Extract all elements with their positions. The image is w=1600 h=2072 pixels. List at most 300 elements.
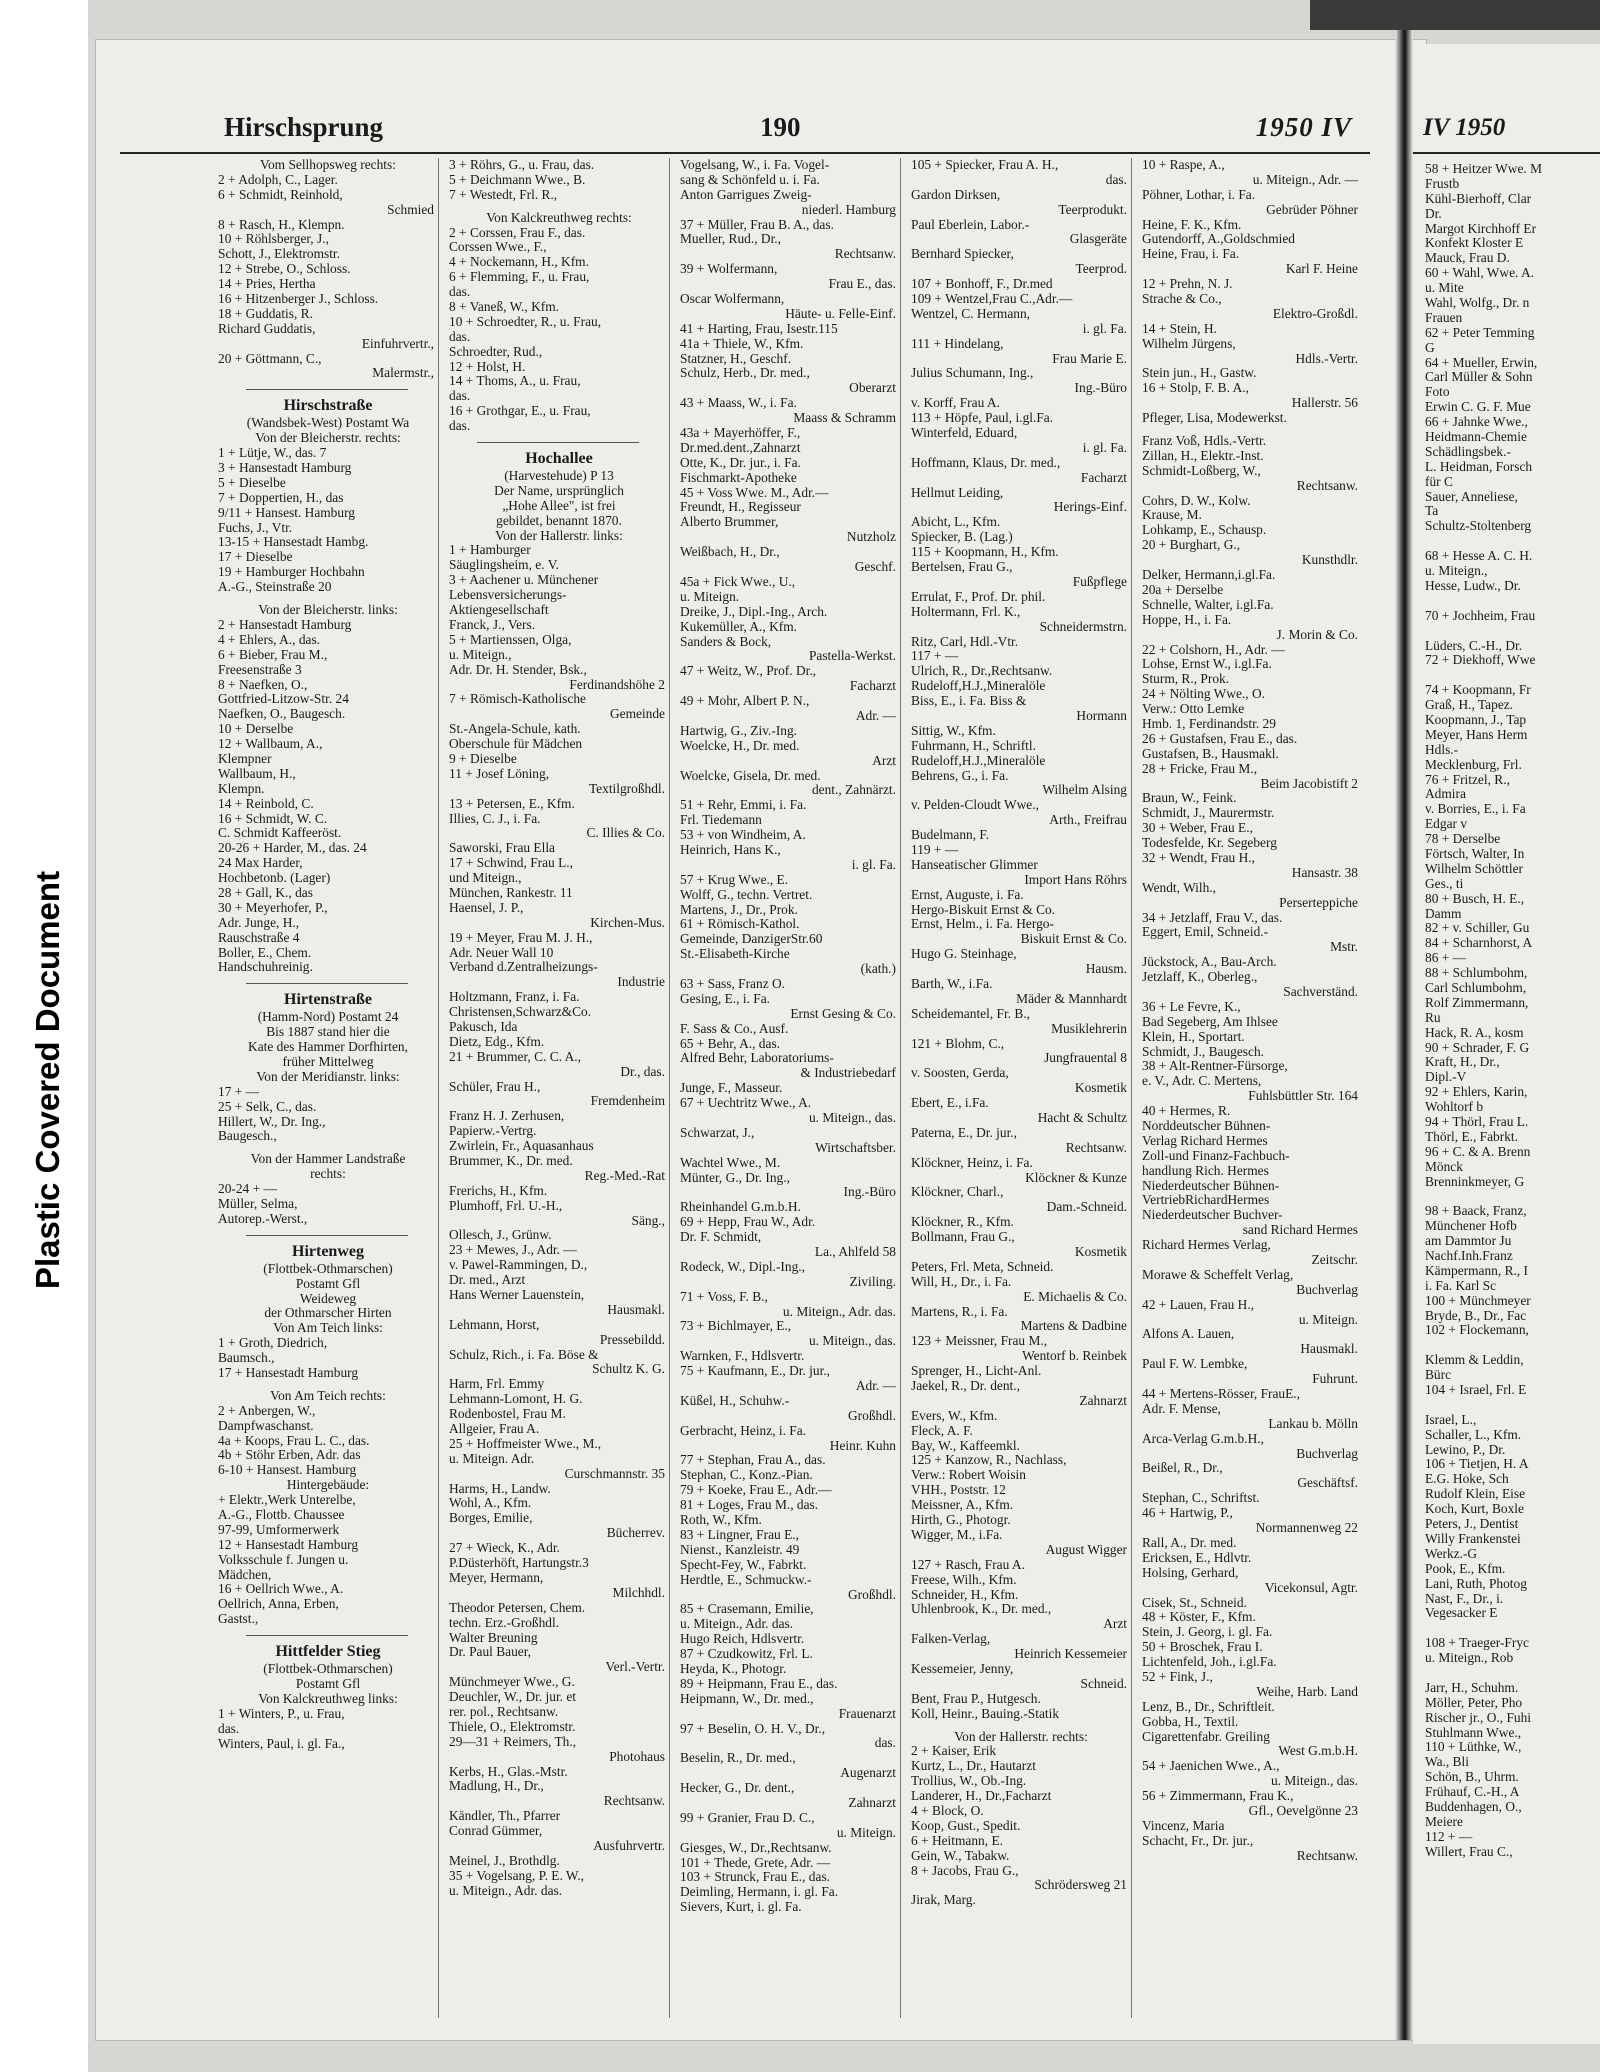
entry-line: Heidmann-Chemie <box>1425 430 1527 445</box>
entry-line: 106 + Tietjen, H. A <box>1425 1457 1529 1472</box>
entry-line: Pressebildd. <box>599 1332 665 1347</box>
entry-line: 1 + Lütje, W., das. 7 <box>218 446 327 461</box>
entry-line: Lankau b. Mölln <box>1268 1416 1358 1431</box>
entry-line: Stuhlmann Wwe., <box>1425 1725 1522 1740</box>
entry-line: Borges, Emilie, <box>449 1511 533 1526</box>
entry-line: 43 + Maass, W., i. Fa. <box>680 396 797 411</box>
entry-line: 1 + Hamburger <box>449 543 531 558</box>
entry-line: Sievers, Kurt, i. gl. Fa. <box>680 1900 802 1915</box>
entry-line: 17 + Dieselbe <box>218 550 293 565</box>
section-divider <box>246 975 408 984</box>
entry-line: 127 + Rasch, Frau A. <box>911 1557 1025 1572</box>
section-divider <box>477 434 639 443</box>
spacer <box>1140 426 1362 434</box>
entry-line: 48 + Köster, F., Kfm. <box>1142 1610 1256 1625</box>
entry-line: 64 + Mueller, Erwin, <box>1425 355 1538 370</box>
entry-line: 19 + Meyer, Frau M. J. H., <box>449 930 593 945</box>
entry-line: 104 + Israel, Frl. E <box>1425 1383 1527 1398</box>
entry-line: u. Mite <box>1425 281 1464 296</box>
entry-line: Norddeutscher Bühnen- <box>1142 1119 1271 1133</box>
entry-line: Rudeloff,H.J.,Mineralöle <box>911 679 1046 694</box>
entry-line: 5 + Deichmann Wwe., B. <box>449 172 586 187</box>
entry-line: Münchmeyer Wwe., G. <box>449 1675 575 1690</box>
spacer <box>216 1144 438 1152</box>
entry-line: Karl F. Heine <box>1285 262 1358 277</box>
entry-line: Dam.-Schneid. <box>1046 1200 1127 1215</box>
entry-line: Frau Marie E. <box>1052 351 1127 366</box>
plastic-covered-document-label: Plastic Covered Document <box>29 870 66 1290</box>
entry-line: Schroedter, Rud., <box>449 344 543 359</box>
entry-line: 121 + Blohm, C., <box>911 1036 1005 1051</box>
entry-line: 113 + Höpfe, Paul, i.gl.Fa. <box>911 411 1054 426</box>
entry-line: Klöckner, R., Kfm. <box>911 1215 1014 1230</box>
entry-line: Dr. Paul Bauer, <box>449 1645 532 1660</box>
entry-line: Wigger, M., i.Fa. <box>911 1527 1003 1542</box>
entry-line: Arzt <box>1103 1617 1127 1632</box>
entry-line: Foto <box>1425 385 1450 400</box>
entry-line: Ericksen, E., Hdlvtr. <box>1142 1550 1252 1565</box>
entry-line: 26 + Gustafsen, Frau E., das. <box>1142 731 1298 746</box>
entry-line: Wendt, Wilh., <box>1142 880 1217 895</box>
entry-line: Pook, E., Kfm. <box>1425 1561 1506 1576</box>
entry-line: 80 + Busch, H. E., <box>1425 891 1525 906</box>
entry-line: Ernst Gesing & Co. <box>790 1006 896 1021</box>
entry-line: 4a + Koops, Frau L. C., das. <box>218 1433 370 1448</box>
directory-column-5 <box>1140 158 1362 2018</box>
entry-line: 11 + Josef Löning, <box>449 766 550 781</box>
entry-line: Frauenarzt <box>838 1706 896 1721</box>
entry-line: Wolff, G., techn. Vertret. <box>680 887 813 902</box>
entry-line: Roth, W., Kfm. <box>680 1513 762 1528</box>
entry-line: 6 + Heitmann, E. <box>911 1833 1003 1848</box>
entry-line: Zoll-und Finanz-Fachbuch- <box>1142 1148 1290 1163</box>
entry-line: Ritz, Carl, Hdl.-Vtr. <box>911 634 1019 649</box>
spacer <box>1423 594 1600 609</box>
section-note: Von der Meridianstr. links: <box>256 1069 400 1084</box>
entry-line: Nutzholz <box>846 530 896 545</box>
entry-line: Bernhard Spiecker, <box>911 247 1014 262</box>
entry-line: 40 + Hermes, R. <box>1142 1104 1231 1119</box>
entry-line: u. Miteign. <box>1298 1312 1358 1327</box>
entry-line: 56 + Zimmermann, Frau K., <box>1142 1789 1294 1804</box>
entry-line: i. gl. Fa. <box>1082 321 1127 336</box>
entry-line: Adr. Junge, H., <box>218 915 300 930</box>
section-note: der Othmarscher Hirten <box>264 1306 392 1321</box>
entry-line: 5 + Martienssen, Olga, <box>449 632 572 647</box>
entry-line: Hecker, G., Dr. dent., <box>680 1781 795 1796</box>
entry-line: Kändler, Th., Pfarrer <box>449 1809 561 1824</box>
entry-line: Aktiengesellschaft <box>449 603 549 618</box>
entry-line: Kosmetik <box>1074 1245 1127 1260</box>
entry-line: Hoppe, H., i. Fa. <box>1142 612 1232 627</box>
entry-line: 1 + Groth, Diedrich, <box>218 1336 328 1351</box>
entry-line: G <box>1425 340 1435 355</box>
entry-line: Bürc <box>1425 1368 1452 1383</box>
entry-line: i. gl. Fa. <box>851 857 896 872</box>
entry-line: 117 + — <box>911 649 959 664</box>
entry-line: 90 + Schrader, F. G <box>1425 1040 1530 1055</box>
entry-line: Teerprod. <box>1075 262 1127 277</box>
entry-line: Lewino, P., Dr. <box>1425 1442 1506 1457</box>
entry-line: Will, H., Dr., i. Fa. <box>911 1274 1012 1289</box>
entry-line: Theodor Petersen, Chem. <box>449 1600 586 1615</box>
entry-line: Carl Schlumbohm, <box>1425 980 1527 995</box>
entry-line: Milchhdl. <box>612 1585 665 1600</box>
entry-line: Pöhner, Lothar, i. Fa. <box>1142 187 1256 202</box>
entry-line: u. Miteign., Rob <box>1425 1651 1514 1666</box>
entry-line: Mäder & Mannhardt <box>1016 991 1127 1006</box>
entry-line: Woelcke, H., Dr. med. <box>680 738 800 753</box>
entry-line: Thiele, O., Elektromstr. <box>449 1719 576 1734</box>
entry-line: Hugo G. Steinhage, <box>911 947 1017 962</box>
entry-line: Plumhoff, Frl. U.-H., <box>449 1198 563 1213</box>
spacer <box>447 203 669 211</box>
section-note: Bis 1887 stand hier die <box>266 1025 390 1040</box>
entry-line: Wentorf b. Reinbek <box>1022 1349 1127 1364</box>
entry-line: Frustb <box>1425 176 1460 191</box>
section-note: (Hamm-Nord) Postamt 24 <box>257 1010 399 1025</box>
entry-line: Ing.-Büro <box>843 1185 896 1200</box>
entry-line: niederl. Hamburg <box>801 202 896 217</box>
entry-line: Förtsch, Walter, In <box>1425 846 1525 861</box>
entry-line: Cisek, St., Schneid. <box>1142 1595 1247 1610</box>
entry-line: Wohltorf b <box>1425 1100 1484 1115</box>
section-note: (Flottbek-Othmarschen) <box>263 1261 393 1276</box>
section-note: rechts: <box>310 1167 346 1182</box>
entry-line: Frühauf, C.-H., A <box>1425 1785 1520 1800</box>
entry-line: Barth, W., i.Fa. <box>911 976 993 991</box>
entry-line: Klöckner, Charl., <box>911 1185 1004 1200</box>
entry-line: Curschmannstr. 35 <box>564 1466 665 1481</box>
entry-line: & Industriebedarf <box>800 1066 896 1081</box>
entry-line: Hausm. <box>1085 962 1127 977</box>
entry-line: dent., Zahnärzt. <box>811 783 896 798</box>
entry-line: 5 + Dieselbe <box>218 475 286 490</box>
entry-line: Rodeck, W., Dipl.-Ing., <box>680 1259 805 1274</box>
entry-line: 24 Max Harder, <box>218 856 303 871</box>
book-spine <box>1395 30 1413 2040</box>
entry-line: u. Miteign., das. <box>1270 1774 1358 1789</box>
entry-line: 97-99, Umformerwerk <box>218 1522 340 1537</box>
entry-line: Landerer, H., Dr.,Facharzt <box>911 1789 1052 1804</box>
entry-line: Sittig, W., Kfm. <box>911 723 996 738</box>
entry-line: Kessemeier, Jenny, <box>911 1661 1014 1676</box>
entry-line: Sachverständ. <box>1283 984 1358 999</box>
entry-line: Zillan, H., Elektr.-Inst. <box>1142 448 1264 463</box>
entry-line: 14 + Thoms, A., u. Frau, <box>449 374 581 389</box>
entry-line: Beim Jacobistift 2 <box>1260 776 1358 791</box>
entry-line: Lüders, C.-H., Dr. <box>1425 638 1523 653</box>
entry-line: 77 + Stephan, Frau A., das. <box>680 1453 826 1468</box>
entry-line: Pfleger, Lisa, Modewerkst. <box>1142 411 1287 426</box>
entry-line: Deuchler, W., Dr. jur. et <box>449 1690 577 1705</box>
spacer <box>909 1722 1131 1730</box>
entry-line: Hausmakl. <box>607 1302 665 1317</box>
entry-line: Haensel, J. P., <box>449 900 524 915</box>
entry-line: Konfekt Kloster E <box>1425 236 1524 251</box>
entry-line: Edgar v <box>1425 817 1468 832</box>
entry-line: Wachtel Wwe., M. <box>680 1155 781 1170</box>
entry-line: Großhdl. <box>848 1587 896 1602</box>
entry-line: 12 + Hansestadt Hamburg <box>218 1537 359 1552</box>
entry-line: Christensen,Schwarz&Co. <box>449 1005 592 1020</box>
entry-line: 60 + Wahl, Wwe. A. <box>1425 266 1534 281</box>
entry-line: 7 + Doppertien, H., das <box>218 490 344 505</box>
section-note: Hintergebäude: <box>286 1478 370 1493</box>
entry-line: u. Miteign. Adr. <box>449 1451 535 1466</box>
entry-line: Rheinhandel G.m.b.H. <box>680 1200 801 1215</box>
entry-line: Gesing, E., i. Fa. <box>680 991 771 1006</box>
entry-line: Hanseatischer Glimmer <box>911 857 1038 872</box>
spacer <box>1423 1338 1600 1353</box>
entry-line: 4 + Nockemann, H., Kfm. <box>449 255 589 270</box>
entry-line: i. gl. Fa. <box>1082 440 1127 455</box>
adjacent-page-header-rule <box>1413 152 1600 154</box>
entry-line: das. <box>449 285 471 300</box>
entry-line: Arzt <box>872 753 896 768</box>
entry-line: Rischer jr., O., Fuhi <box>1425 1710 1532 1725</box>
entry-line: Strache & Co., <box>1142 292 1222 307</box>
entry-line: 10 + Derselbe <box>218 722 294 737</box>
entry-line: Gardon Dirksen, <box>911 187 1001 202</box>
entry-line: Kirchen-Mus. <box>590 915 665 930</box>
entry-line: Beißel, R., Dr., <box>1142 1461 1223 1476</box>
entry-line: Alfred Behr, Laboratoriums- <box>680 1051 834 1066</box>
entry-line: Lehmann-Lomont, H. G. <box>449 1392 583 1407</box>
entry-line: Schmidt, J., Maurermstr. <box>1142 806 1275 821</box>
entry-line: Kurtz, L., Dr., Hautarzt <box>911 1759 1036 1774</box>
entry-line: 68 + Hesse A. C. H. <box>1425 549 1533 564</box>
entry-line: Ernst, Auguste, i. Fa. <box>911 887 1024 902</box>
entry-line: Kunsthdlr. <box>1301 553 1358 568</box>
entry-line: Freundt, H., Regisseur <box>680 500 801 515</box>
entry-line: u. Miteign., <box>1425 564 1488 579</box>
entry-line: Gemeinde, DanzigerStr.60 <box>680 932 823 947</box>
entry-line: 88 + Schlumbohm, <box>1425 966 1528 981</box>
spacer <box>1423 1666 1600 1681</box>
entry-line: L. Heidman, Forsch <box>1425 459 1533 474</box>
entry-line: Wallbaum, H., <box>218 766 296 781</box>
entry-line: Normannenweg 22 <box>1255 1521 1358 1536</box>
entry-line: 3 + Röhrs, G., u. Frau, das. <box>449 158 595 172</box>
entry-line: u. Miteign., Adr. das. <box>680 1617 794 1632</box>
entry-line: Adr. — <box>855 708 896 723</box>
entry-line: Facharzt <box>1080 470 1127 485</box>
entry-line: Saworski, Frau Ella <box>449 841 555 856</box>
entry-line: Vogelsang, W., i. Fa. Vogel- <box>680 158 830 172</box>
entry-line: Rall, A., Dr. med. <box>1142 1535 1237 1550</box>
entry-line: 38 + Alt-Rentner-Fürsorge, <box>1142 1059 1288 1074</box>
entry-line: Schultz K. G. <box>592 1362 665 1377</box>
entry-line: Holtzmann, Franz, i. Fa. <box>449 990 580 1005</box>
entry-line: Jückstock, A., Bau-Arch. <box>1142 955 1277 970</box>
entry-line: Carl Müller & Sohn <box>1425 370 1533 385</box>
running-head-year: 1950 IV <box>1255 112 1352 142</box>
street-heading: Hirtenstraße <box>284 991 372 1009</box>
entry-line: Sprenger, H., Licht-Anl. <box>911 1364 1042 1379</box>
entry-line: Verlag Richard Hermes <box>1142 1133 1268 1148</box>
section-note: Von der Hallerstr. rechts: <box>954 1729 1088 1744</box>
entry-line: Gfl., Oevelgönne 23 <box>1248 1803 1358 1818</box>
entry-line: St.-Angela-Schule, kath. <box>449 722 581 737</box>
entry-line: Dr.med.dent.,Zahnarzt <box>680 440 801 455</box>
entry-line: 44 + Mertens-Rösser, FrauE., <box>1142 1387 1301 1402</box>
entry-line: Gutendorff, A.,Goldschmied <box>1142 232 1295 247</box>
entry-line: 100 + Münchmeyer <box>1425 1293 1531 1308</box>
entry-line: Naefken, O., Baugesch. <box>218 707 346 722</box>
entry-line: Textilgroßhdl. <box>588 781 665 796</box>
entry-line: Handschuhreinig. <box>218 960 313 975</box>
entry-line: Musiklehrerin <box>1051 1021 1127 1036</box>
entry-line: 49 + Mohr, Albert P. N., <box>680 694 810 709</box>
entry-line: Willert, Frau C., <box>1425 1844 1513 1859</box>
entry-line: Sturm, R., Prok. <box>1142 672 1230 687</box>
entry-line: Koop, Gust., Spedit. <box>911 1818 1021 1833</box>
entry-line: Schrödersweg 21 <box>1034 1878 1127 1893</box>
entry-line: 63 + Sass, Franz O. <box>680 976 786 991</box>
entry-line: Lani, Ruth, Photog <box>1425 1576 1527 1591</box>
entry-line: 4 + Ehlers, A., das. <box>218 632 321 647</box>
entry-line: Cohrs, D. W., Kolw. <box>1142 493 1251 508</box>
entry-line: Schultz-Stoltenberg <box>1425 519 1532 534</box>
entry-line: Klempn. <box>218 781 265 796</box>
entry-line: Verw.: Otto Lemke <box>1142 702 1245 717</box>
running-head-title: Hirschsprung <box>224 112 384 142</box>
entry-line: Adr. F. Mense, <box>1142 1401 1221 1416</box>
entry-line: Schneider, H., Kfm. <box>911 1587 1019 1602</box>
entry-line: Junge, F., Masseur. <box>680 1081 783 1096</box>
entry-line: Meinel, J., Brothdlg. <box>449 1853 560 1868</box>
entry-line: Weißbach, H., Dr., <box>680 545 780 560</box>
entry-line: Rudeloff,H.J.,Mineralöle <box>911 753 1046 768</box>
entry-line: Deimling, Hermann, i. gl. Fa. <box>680 1885 839 1900</box>
entry-line: Anton Garrigues Zweig- <box>680 187 812 202</box>
entry-line: 65 + Behr, A., das. <box>680 1036 780 1051</box>
entry-line: Wilhelm Schöttler <box>1425 861 1524 876</box>
entry-line: 43a + Mayerhöffer, F., <box>680 426 801 441</box>
entry-line: Weihe, Harb. Land <box>1256 1684 1358 1699</box>
entry-line: Bent, Frau P., Hutgesch. <box>911 1691 1041 1706</box>
entry-line: Klöckner, Heinz, i. Fa. <box>911 1155 1033 1170</box>
entry-line: Jaekel, R., Dr. dent., <box>911 1379 1020 1394</box>
entry-line: 6 + Bieber, Frau M., <box>218 647 328 662</box>
entry-line: v. Soosten, Gerda, <box>911 1066 1009 1081</box>
entry-line: 14 + Reinbold, C. <box>218 796 314 811</box>
entry-line: 12 + Strebe, O., Schloss. <box>218 262 351 277</box>
entry-line: 53 + von Windheim, A. <box>680 828 806 843</box>
entry-line: Wirtschaftsber. <box>815 1140 896 1155</box>
entry-line: Uhlenbrook, K., Dr. med., <box>911 1602 1052 1617</box>
entry-line: Fuhrunt. <box>1312 1372 1358 1387</box>
entry-line: Glasgeräte <box>1069 232 1127 247</box>
entry-line: u. Miteign. <box>680 589 740 604</box>
entry-line: 25 + Hoffmeister Wwe., M., <box>449 1436 602 1451</box>
entry-line: Dipl.-V <box>1425 1070 1467 1085</box>
entry-line: 115 + Koopmann, H., Kfm. <box>911 545 1059 560</box>
entry-line: F. Sass & Co., Ausf. <box>680 1021 789 1036</box>
entry-line: Falken-Verlag, <box>911 1632 991 1647</box>
entry-line: 105 + Spiecker, Frau A. H., <box>911 158 1059 172</box>
entry-line: Specht-Fey, W., Fabrkt. <box>680 1557 807 1572</box>
entry-line: Vegesacker E <box>1425 1606 1498 1621</box>
entry-line: Buddenhagen, O., <box>1425 1799 1522 1814</box>
entry-line: Hormann <box>1076 708 1127 723</box>
entry-line: 102 + Flockemann, <box>1425 1323 1529 1338</box>
entry-line: v. Korff, Frau A. <box>911 396 1000 411</box>
entry-line: Koch, Kurt, Boxle <box>1425 1502 1524 1517</box>
entry-line: E.G. Hoke, Sch <box>1425 1472 1509 1487</box>
entry-line: Behrens, G., i. Fa. <box>911 768 1009 783</box>
entry-line: 12 + Prehn, N. J. <box>1142 277 1233 292</box>
entry-line: Erwin C. G. F. Mue <box>1425 400 1531 415</box>
entry-line: Hmb. 1, Ferdinandstr. 29 <box>1142 716 1276 731</box>
section-note: Weideweg <box>299 1291 357 1306</box>
entry-line: Schmidt-Loßberg, W., <box>1142 463 1261 478</box>
entry-line: Mecklenburg, Frl. <box>1425 757 1522 772</box>
entry-line: 42 + Lauen, Frau H., <box>1142 1297 1255 1312</box>
entry-line: Lenz, B., Dr., Schriftleit. <box>1142 1699 1275 1714</box>
entry-line: Franz Voß, Hdls.-Vertr. <box>1142 434 1267 449</box>
entry-line: 41 + Harting, Frau, Isestr.115 <box>680 321 838 336</box>
entry-line: Teerprodukt. <box>1058 202 1127 217</box>
entry-line: Spiecker, B. (Lag.) <box>911 530 1013 545</box>
entry-line: Rechtsanw. <box>834 247 896 262</box>
entry-line: sand Richard Hermes <box>1242 1223 1358 1238</box>
entry-line: Mueller, Rud., Dr., <box>680 232 781 247</box>
entry-line: Klein, H., Sportart. <box>1142 1029 1245 1044</box>
entry-line: Bücherrev. <box>606 1526 665 1541</box>
entry-line: 17 + — <box>218 1084 260 1099</box>
entry-line: Herings-Einf. <box>1053 500 1127 515</box>
entry-line: Heinr. Kuhn <box>829 1438 896 1453</box>
street-heading: Hochallee <box>525 450 593 468</box>
entry-line: 71 + Voss, F. B., <box>680 1289 768 1304</box>
entry-line: August Wigger <box>1045 1542 1127 1557</box>
entry-line: Augenarzt <box>840 1766 896 1781</box>
entry-line: Hacht & Schultz <box>1037 1111 1127 1125</box>
entry-line: Wentzel, C. Hermann, <box>911 306 1031 321</box>
entry-line: Gobba, H., Textil. <box>1142 1714 1239 1729</box>
section-note: Postamt Gfl <box>295 1677 361 1692</box>
entry-line: Ferdinandshöhe 2 <box>569 677 665 692</box>
entry-line: Alfons A. Lauen, <box>1142 1327 1235 1342</box>
entry-line: Klemm & Leddin, <box>1425 1353 1524 1368</box>
entry-line: Perserteppiche <box>1279 895 1358 910</box>
entry-line: 74 + Koopmann, Fr <box>1425 683 1531 698</box>
entry-line: u. Miteign., Adr. das. <box>449 1883 563 1898</box>
entry-line: Mädchen, <box>218 1567 272 1582</box>
entry-line: 83 + Lingner, Frau E., <box>680 1527 799 1542</box>
entry-line: 10 + Raspe, A., <box>1142 158 1225 172</box>
entry-line: Schwarzat, J., <box>680 1125 755 1140</box>
entry-line: 45 + Voss Wwe. M., Adr.— <box>680 485 829 500</box>
entry-line: Heinrich, Hans K., <box>680 842 781 857</box>
entry-line: 97 + Beselin, O. H. V., Dr., <box>680 1721 826 1736</box>
entry-line: Rudolf Klein, Eise <box>1425 1487 1526 1502</box>
entry-line: A.-G., Flottb. Chaussee <box>218 1508 345 1523</box>
entry-line: VertriebRichardHermes <box>1142 1193 1270 1208</box>
entry-line: 16 + Schmidt, W. C. <box>218 811 328 826</box>
adjacent-page-header: IV 1950 <box>1423 114 1506 141</box>
entry-line: 2 + Adolph, C., Lager. <box>218 172 338 187</box>
entry-line: 21 + Brummer, C. C. A., <box>449 1049 581 1064</box>
entry-line: das. <box>449 419 471 434</box>
section-note: „Hohe Allee", ist frei <box>502 498 616 513</box>
spacer <box>1423 1189 1600 1204</box>
entry-line: Elektro-Großdl. <box>1272 306 1358 321</box>
entry-line: Hausmakl. <box>1300 1342 1358 1357</box>
entry-line: Ing.-Büro <box>1074 381 1127 396</box>
